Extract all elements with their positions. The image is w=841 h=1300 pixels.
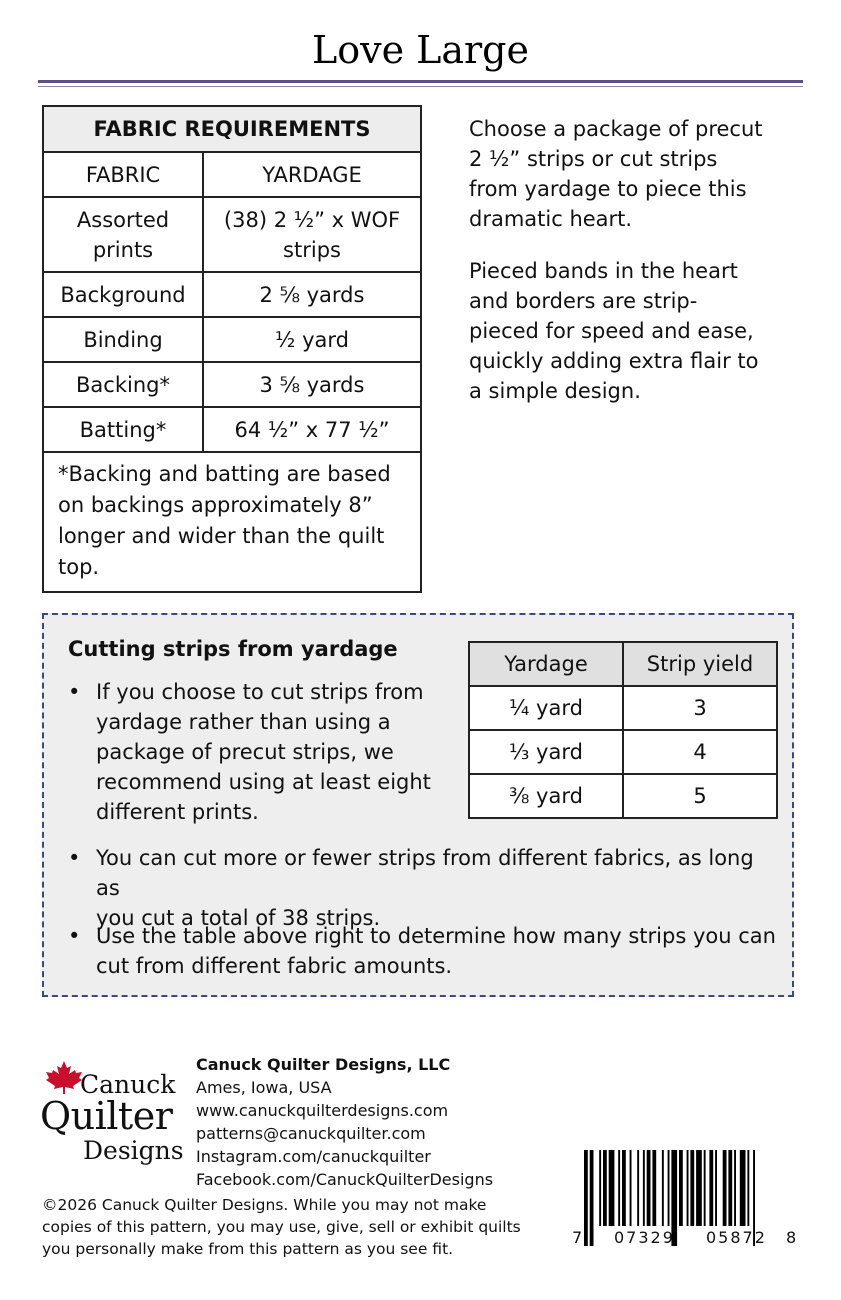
cutting-heading: Cutting strips from yardage <box>68 637 398 661</box>
strip-yield-table <box>468 641 778 819</box>
yardage-cell: ½ yard <box>203 317 421 362</box>
company-location: Ames, Iowa, USA <box>196 1078 332 1097</box>
intro-paragraph-1 <box>469 114 799 234</box>
fabric-cell: Backing* <box>43 362 203 407</box>
table-row <box>43 407 421 452</box>
copyright-line: ©2026 Canuck Quilter Designs. While you may not make <box>42 1196 487 1214</box>
fabric-cell: Background <box>43 272 203 317</box>
intro-line: from yardage to piece this <box>469 177 747 201</box>
cutting-bullet-3 <box>68 921 778 983</box>
intro-paragraph-2 <box>469 256 799 406</box>
logo-word-canuck: Canuck <box>80 1070 176 1099</box>
barcode-bar <box>747 1150 749 1226</box>
cutting-bullet-2 <box>68 843 778 930</box>
bullet-line: Use the table above right to determine how many strips you can <box>96 924 776 948</box>
yardage-cell: ¼ yard <box>469 686 623 730</box>
instagram-link[interactable]: Instagram.com/canuckquilter <box>196 1147 431 1166</box>
bullet-line: recommend using at least eight <box>96 770 431 794</box>
note-line: on backings approximately 8” <box>58 493 373 517</box>
yardage-cell-line: (38) 2 ½” x WOF <box>223 207 401 232</box>
title-rule-thin <box>38 86 803 87</box>
copyright-notice <box>42 1194 542 1260</box>
barcode-bar <box>728 1150 732 1226</box>
bullet-line: You can cut more or fewer strips from different fabrics, as long as <box>96 846 754 900</box>
barcode-bar <box>704 1150 706 1226</box>
yield-cell: 5 <box>623 774 777 818</box>
cutting-strips-box <box>42 613 794 997</box>
yardage-cell: ⅓ yard <box>469 730 623 774</box>
website-link[interactable]: www.canuckquilterdesigns.com <box>196 1101 449 1120</box>
intro-line: quickly adding extra flair to <box>469 349 759 373</box>
barcode-bar <box>668 1150 670 1226</box>
bullet-icon: • <box>68 924 81 948</box>
bullet-icon: • <box>68 846 81 870</box>
bullet-line: cut from different fabric amounts. <box>96 954 453 978</box>
bullet-icon: • <box>68 680 81 704</box>
barcode-bar <box>734 1150 736 1226</box>
yield-cell: 4 <box>623 730 777 774</box>
yardage-column-header: Yardage <box>469 642 623 686</box>
fabric-column-header: FABRIC <box>43 152 203 197</box>
email-link[interactable]: patterns@canuckquilter.com <box>196 1124 426 1143</box>
barcode-digit-last: 8 <box>786 1228 797 1247</box>
copyright-line: you personally make from this pattern as you see fit. <box>42 1240 454 1258</box>
intro-line: Pieced bands in the heart <box>469 259 738 283</box>
bullet-line: If you choose to cut strips from <box>96 680 424 704</box>
logo-word-quilter: Quilter <box>40 1094 173 1138</box>
maple-leaf-icon <box>44 1060 84 1094</box>
yardage-cell <box>203 197 421 272</box>
barcode-bar <box>643 1150 645 1226</box>
intro-line: Choose a package of precut <box>469 117 763 141</box>
note-line: top. <box>58 555 100 579</box>
bullet-line: yardage rather than using a <box>96 710 391 734</box>
intro-line: a simple design. <box>469 379 641 403</box>
barcode-bar <box>637 1150 639 1226</box>
fabric-cell-line: Assorted <box>76 207 170 232</box>
bullet-line: different prints. <box>96 800 259 824</box>
bullet-line: you cut a total of 38 strips. <box>96 906 381 930</box>
table-row <box>43 362 421 407</box>
intro-line: pieced for speed and ease, <box>469 319 754 343</box>
company-info <box>196 1053 493 1191</box>
barcode-bar <box>696 1150 702 1226</box>
barcode-bar <box>662 1150 664 1226</box>
copyright-line: copies of this pattern, you may use, give, sell or exhibit quilts <box>42 1218 521 1236</box>
yardage-cell: 2 ⅝ yards <box>203 272 421 317</box>
barcode-bar <box>584 1150 588 1246</box>
intro-line: 2 ½” strips or cut strips <box>469 147 718 171</box>
barcode-digits-left: 07329 <box>614 1228 675 1247</box>
bullet-line: package of precut strips, we <box>96 740 394 764</box>
fabric-cell: Batting* <box>43 407 203 452</box>
fabric-table-title: FABRIC REQUIREMENTS <box>43 106 421 152</box>
table-row <box>43 197 421 272</box>
barcode-bar <box>740 1150 746 1226</box>
barcode-digits-right: 05872 <box>706 1228 767 1247</box>
table-row <box>43 317 421 362</box>
barcode-bar <box>630 1150 632 1226</box>
company-name: Canuck Quilter Designs, LLC <box>196 1055 451 1074</box>
barcode-bar <box>647 1150 651 1226</box>
barcode-bar <box>679 1150 683 1226</box>
barcode-bar <box>590 1150 594 1246</box>
table-row <box>469 730 777 774</box>
yardage-cell: ⅜ yard <box>469 774 623 818</box>
barcode-bar <box>715 1150 717 1226</box>
logo-word-designs: Designs <box>83 1136 184 1165</box>
note-line: *Backing and batting are based <box>58 462 391 486</box>
fabric-requirements-table <box>42 105 422 593</box>
table-row <box>469 774 777 818</box>
yardage-cell: 64 ½” x 77 ½” <box>203 407 421 452</box>
cutting-bullet-1 <box>68 677 448 829</box>
barcode-bar <box>690 1150 694 1226</box>
barcode-bar <box>723 1150 727 1226</box>
facebook-link[interactable]: Facebook.com/CanuckQuilterDesigns <box>196 1170 494 1189</box>
fabric-cell-line: prints <box>92 237 154 262</box>
barcode-digit-first: 7 <box>572 1228 583 1247</box>
yardage-column-header: YARDAGE <box>203 152 421 197</box>
barcode-bar <box>652 1150 656 1226</box>
barcode-bar <box>609 1150 615 1226</box>
note-line: longer and wider than the quilt <box>58 524 385 548</box>
fabric-cell <box>43 197 203 272</box>
barcode-bar <box>618 1150 620 1226</box>
backing-note <box>43 452 421 592</box>
title-rule <box>38 80 803 83</box>
barcode-bar <box>603 1150 607 1226</box>
canuck-quilter-logo <box>40 1058 190 1168</box>
fabric-cell: Binding <box>43 317 203 362</box>
barcode-bar <box>709 1150 713 1226</box>
barcode-bar <box>687 1150 689 1226</box>
yardage-cell-line: strips <box>283 237 341 262</box>
strip-yield-column-header: Strip yield <box>623 642 777 686</box>
barcode-bar <box>599 1150 601 1226</box>
page-title: Love Large <box>311 28 529 72</box>
table-row <box>469 686 777 730</box>
intro-line: dramatic heart. <box>469 207 633 231</box>
yield-cell: 3 <box>623 686 777 730</box>
table-row <box>43 272 421 317</box>
yardage-cell: 3 ⅝ yards <box>203 362 421 407</box>
intro-line: and borders are strip- <box>469 289 698 313</box>
barcode-bar <box>622 1150 626 1226</box>
